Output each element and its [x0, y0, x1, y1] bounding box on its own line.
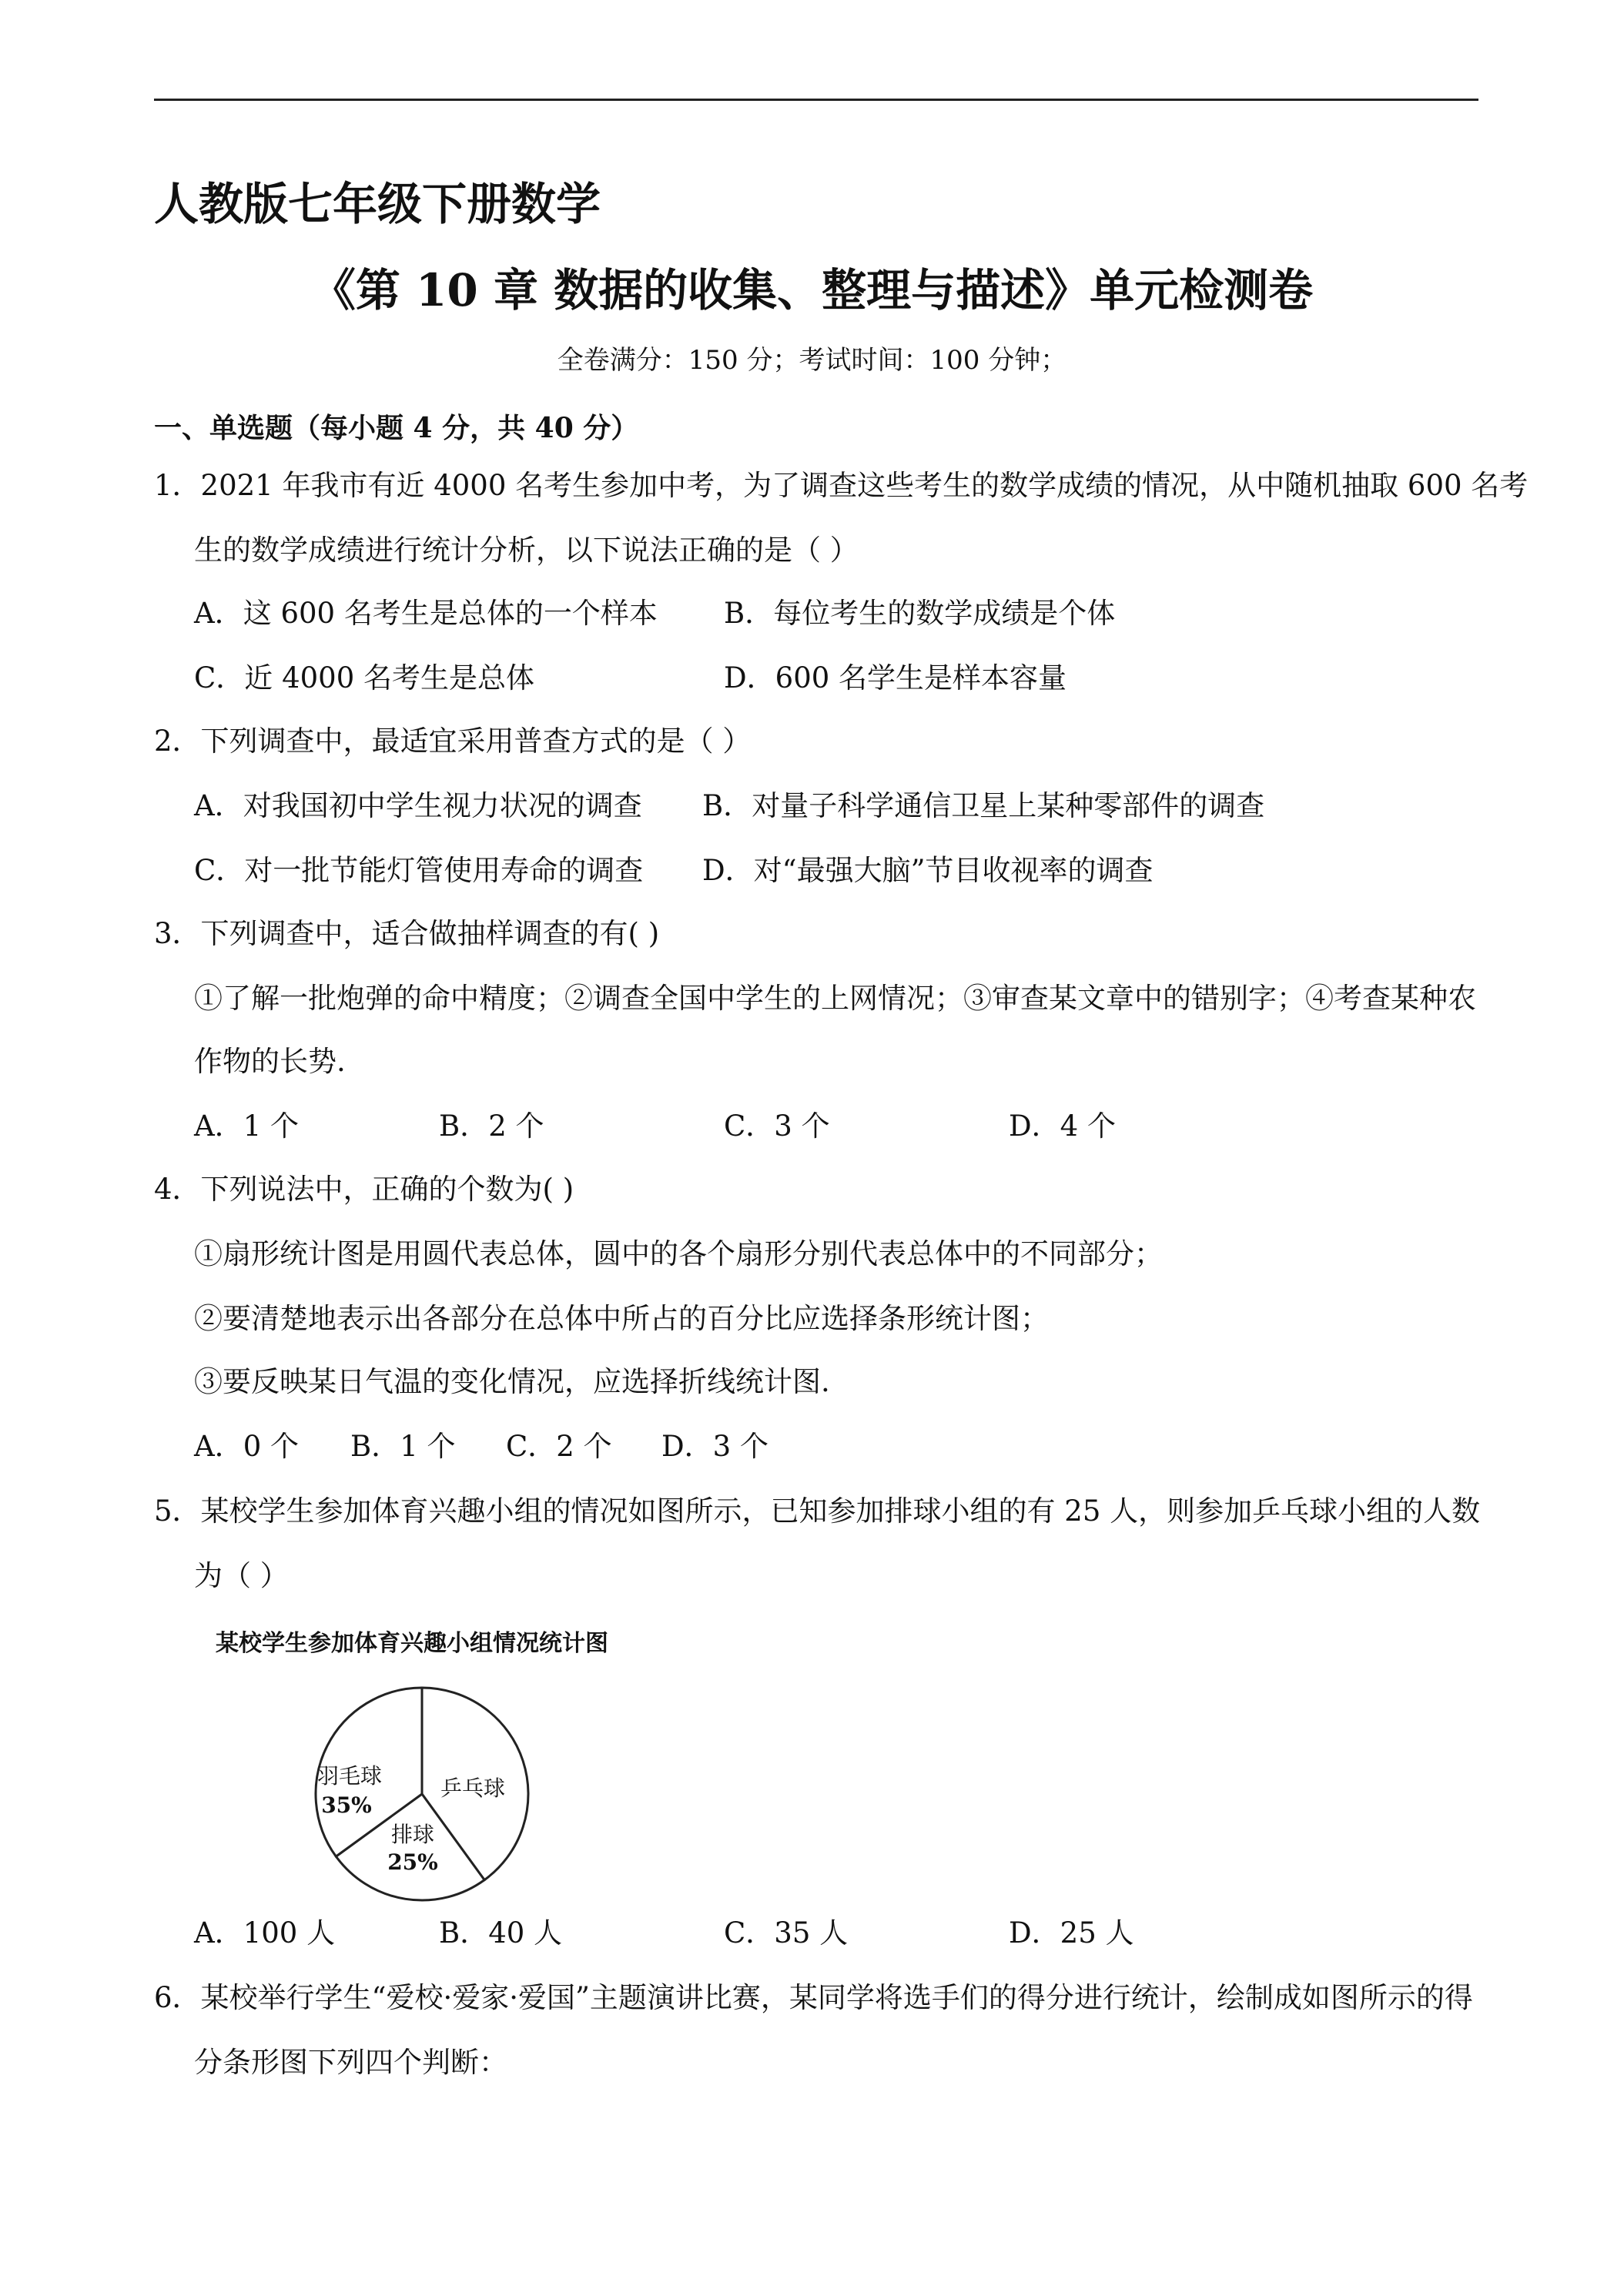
question-2-option-c: C．对一批节能灯管使用寿命的调查: [194, 854, 644, 887]
slice-percent-volleyball: 25%: [387, 1849, 438, 1875]
question-5-stem-line2: 为（ ）: [194, 1559, 289, 1592]
question-3-option-b: B．2 个: [439, 1110, 544, 1143]
exam-subtitle: 《第 10 章 数据的收集、整理与描述》单元检测卷: [310, 264, 1314, 316]
question-4-stem-line4: ③要反映某日气温的变化情况，应选择折线统计图.: [194, 1365, 830, 1398]
question-4-option-a: A．0 个: [194, 1430, 300, 1463]
question-6-stem-line1: 6．某校举行学生“爱校·爱家·爱国”主题演讲比赛，某同学将选手们的得分进行统计，绘制成如图所示的得: [154, 1981, 1473, 2014]
question-1-stem-line2: 生的数学成绩进行统计分析，以下说法正确的是（ ）: [194, 534, 859, 567]
question-2-option-b: B．对量子科学通信卫星上某种零部件的调查: [702, 789, 1265, 822]
question-1-option-c: C．近 4000 名考生是总体: [194, 661, 534, 694]
slice-label-badminton: 羽毛球: [316, 1763, 383, 1789]
slice-percent-badminton: 35%: [321, 1792, 372, 1818]
question-5-stem-line1: 5．某校学生参加体育兴趣小组的情况如图所示，已知参加排球小组的有 25 人，则参加乒乓球小组的人数: [154, 1494, 1481, 1528]
document-title: 人教版七年级下册数学: [154, 178, 601, 230]
question-3-stem-line3: 作物的长势.: [194, 1045, 346, 1078]
slice-label-volleyball: 排球: [390, 1822, 435, 1847]
question-4-stem-line1: 4．下列说法中，正确的个数为( ): [154, 1173, 574, 1206]
question-3-option-c: C．3 个: [724, 1110, 830, 1143]
question-1-option-a: A．这 600 名考生是总体的一个样本: [194, 597, 658, 630]
question-3-stem-line2: ①了解一批炮弹的命中精度；②调查全国中学生的上网情况；③审查某文章中的错别字；④考查某种农: [194, 982, 1476, 1015]
question-3-option-d: D．4 个: [1009, 1110, 1116, 1143]
question-1-stem-line1: 1．2021 年我市有近 4000 名考生参加中考，为了调查这些考生的数学成绩的情况，从中随机抽取 600 名考: [154, 469, 1529, 502]
question-5-option-c: C．35 人: [724, 1916, 849, 1950]
question-1-option-b: B．每位考生的数学成绩是个体: [724, 597, 1116, 630]
question-6-stem-line2: 分条形图下列四个判断：: [194, 2046, 507, 2079]
question-4-stem-line2: ①扇形统计图是用圆代表总体，圆中的各个扇形分别代表总体中的不同部分；: [194, 1237, 1163, 1270]
pie-chart: [208, 1625, 685, 1902]
question-2-option-d: D．对“最强大脑”节目收视率的调查: [702, 854, 1154, 887]
question-3-stem-line1: 3．下列调查中，适合做抽样调查的有( ): [154, 917, 660, 950]
question-4-stem-line3: ②要清楚地表示出各部分在总体中所占的百分比应选择条形统计图；: [194, 1302, 1049, 1335]
question-4-option-d: D．3 个: [661, 1430, 768, 1463]
question-5-option-b: B．40 人: [439, 1916, 563, 1950]
slice-label-pingpong: 乒乓球: [440, 1776, 506, 1801]
exam-info: 全卷满分：150 分；考试时间：100 分钟；: [557, 345, 1067, 376]
question-4-option-b: B．1 个: [350, 1430, 456, 1463]
section-heading: 一、单选题（每小题 4 分，共 40 分）: [154, 412, 639, 444]
question-4-option-c: C．2 个: [506, 1430, 612, 1463]
question-2-option-a: A．对我国初中学生视力状况的调查: [194, 789, 642, 822]
chart-title: 某校学生参加体育兴趣小组情况统计图: [216, 1630, 608, 1657]
header-rule: [154, 99, 1478, 101]
question-2-stem-line1: 2．下列调查中，最适宜采用普查方式的是（ ）: [154, 725, 752, 758]
question-1-option-d: D．600 名学生是样本容量: [724, 661, 1067, 694]
question-5-option-d: D．25 人: [1009, 1916, 1134, 1950]
question-3-option-a: A．1 个: [194, 1110, 300, 1143]
question-5-option-a: A．100 人: [194, 1916, 336, 1950]
